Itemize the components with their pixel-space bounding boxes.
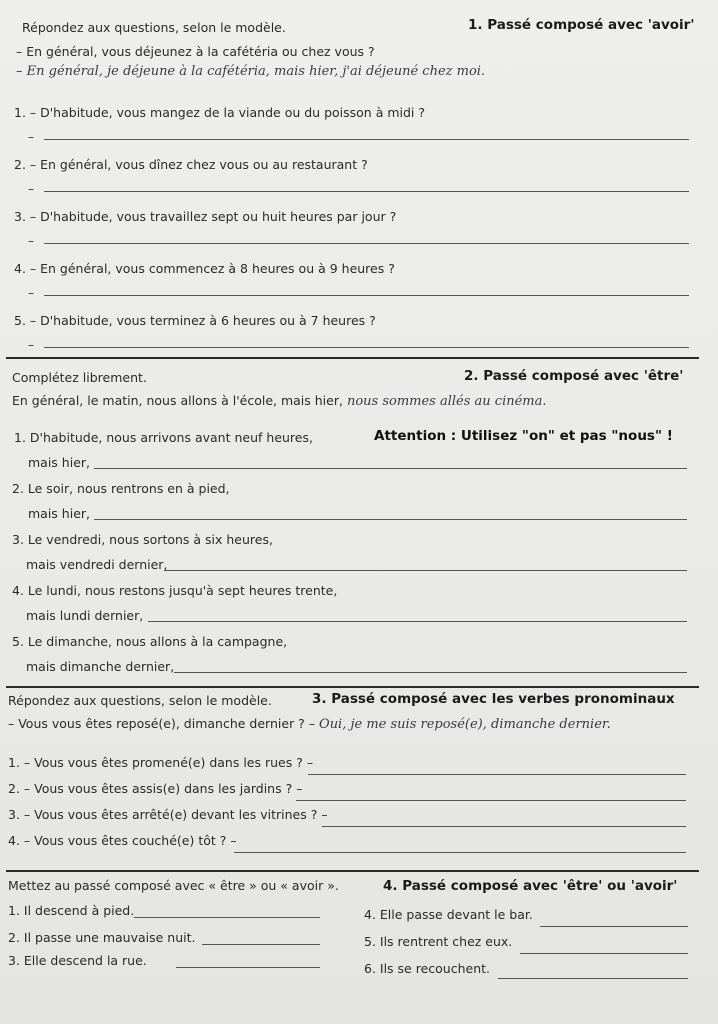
s2-example (12, 393, 547, 409)
s4-title: 4. Passé composé avec 'être' ou 'avoir' (383, 878, 678, 894)
s2-item-1-sentence: 1. D'habitude, nous arrivons avant neuf heures, (14, 430, 313, 445)
s3-example-handwritten: Oui, je me suis reposé(e), dimanche dernier. (319, 717, 611, 732)
s4-answer-line-6[interactable] (498, 978, 688, 979)
s4-answer-line-5[interactable] (520, 953, 688, 954)
s1-question-4: 4. – En général, vous commencez à 8 heures ou à 9 heures ? (14, 261, 395, 276)
s4-item-6: 6. Ils se recouchent. (364, 961, 491, 976)
s2-item-5-sentence: 5. Le dimanche, nous allons à la campagne, (12, 634, 288, 649)
s3-answer-line-3[interactable] (322, 826, 686, 827)
s4-answer-line-1[interactable] (134, 917, 320, 918)
s1-question-2: 2. – En général, vous dînez chez vous ou au restaurant ? (14, 157, 368, 172)
s4-item-2: 2. Il passe une mauvaise nuit. (8, 930, 196, 945)
s3-question-1: 1. – Vous vous êtes promené(e) dans les rues ? – (8, 755, 314, 770)
s1-example-answer: – En général, je déjeune à la cafétéria, mais hier, j'ai déjeuné chez moi. (16, 64, 486, 79)
s2-item-2-prompt: mais hier, (28, 506, 90, 521)
s2-answer-line-4[interactable] (148, 621, 687, 622)
s1-answer-line-1[interactable] (44, 139, 689, 140)
section-divider-2 (6, 686, 699, 688)
s1-question-1: 1. – D'habitude, vous mangez de la viande ou du poisson à midi ? (14, 105, 425, 120)
s1-answer-dash-5: – (28, 338, 34, 352)
s2-instruction: Complétez librement. (12, 370, 147, 385)
s1-answer-line-5[interactable] (44, 347, 689, 348)
s4-instruction: Mettez au passé composé avec « être » ou « avoir ». (8, 878, 339, 893)
s1-answer-dash-1: – (28, 130, 34, 144)
s2-item-4-prompt: mais lundi dernier, (26, 608, 144, 623)
s2-item-2-sentence: 2. Le soir, nous rentrons en à pied, (12, 481, 230, 496)
s4-item-5: 5. Ils rentrent chez eux. (364, 934, 513, 949)
s1-answer-line-4[interactable] (44, 295, 689, 296)
s4-answer-line-4[interactable] (540, 926, 688, 927)
s2-item-4-sentence: 4. Le lundi, nous restons jusqu'à sept heures trente, (12, 583, 338, 598)
s4-item-3: 3. Elle descend la rue. (8, 953, 147, 968)
s3-title: 3. Passé composé avec les verbes pronominaux (312, 691, 675, 707)
s1-answer-dash-4: – (28, 286, 34, 300)
s3-answer-line-2[interactable] (296, 800, 686, 801)
s1-question-3: 3. – D'habitude, vous travaillez sept ou huit heures par jour ? (14, 209, 397, 224)
section-divider-1 (6, 357, 699, 359)
s1-question-5: 5. – D'habitude, vous terminez à 6 heures ou à 7 heures ? (14, 313, 376, 328)
s3-question-2: 2. – Vous vous êtes assis(e) dans les jardins ? – (8, 781, 303, 796)
s1-instruction: Répondez aux questions, selon le modèle. (22, 20, 286, 35)
s2-attention-note: Attention : Utilisez "on" et pas "nous" ! (374, 428, 673, 444)
s2-answer-line-1[interactable] (94, 468, 687, 469)
section-divider-3 (6, 870, 699, 872)
s2-item-3-sentence: 3. Le vendredi, nous sortons à six heures, (12, 532, 273, 547)
s3-answer-line-4[interactable] (234, 852, 686, 853)
s1-answer-dash-3: – (28, 234, 34, 248)
s2-answer-line-3[interactable] (164, 570, 687, 571)
s1-answer-line-3[interactable] (44, 243, 689, 244)
s2-answer-line-5[interactable] (174, 672, 687, 673)
s2-item-5-prompt: mais dimanche dernier, (26, 659, 175, 674)
s1-example-question: – En général, vous déjeunez à la cafétéria ou chez vous ? (16, 44, 375, 59)
s2-example-printed: En général, le matin, nous allons à l'école, mais hier, (12, 393, 343, 408)
s2-answer-line-2[interactable] (94, 519, 687, 520)
s3-question-3: 3. – Vous vous êtes arrêté(e) devant les vitrines ? – (8, 807, 328, 822)
s4-answer-line-3[interactable] (176, 967, 320, 968)
s4-answer-line-2[interactable] (202, 944, 320, 945)
s2-title: 2. Passé composé avec 'être' (464, 368, 684, 384)
s4-item-4: 4. Elle passe devant le bar. (364, 907, 533, 922)
s4-item-1: 1. Il descend à pied. (8, 903, 135, 918)
s1-answer-dash-2: – (28, 182, 34, 196)
s2-item-1-prompt: mais hier, (28, 455, 90, 470)
s2-example-handwritten: nous sommes allés au cinéma. (346, 394, 547, 409)
s3-instruction: Répondez aux questions, selon le modèle. (8, 693, 272, 708)
s3-example-question: – Vous vous êtes reposé(e), dimanche dernier ? – (8, 716, 316, 731)
s3-answer-line-1[interactable] (308, 774, 686, 775)
s1-title: 1. Passé composé avec 'avoir' (468, 17, 695, 33)
s3-question-4: 4. – Vous vous êtes couché(e) tôt ? – (8, 833, 237, 848)
s1-answer-line-2[interactable] (44, 191, 689, 192)
s2-item-3-prompt: mais vendredi dernier, (26, 557, 168, 572)
s3-example (8, 716, 611, 732)
